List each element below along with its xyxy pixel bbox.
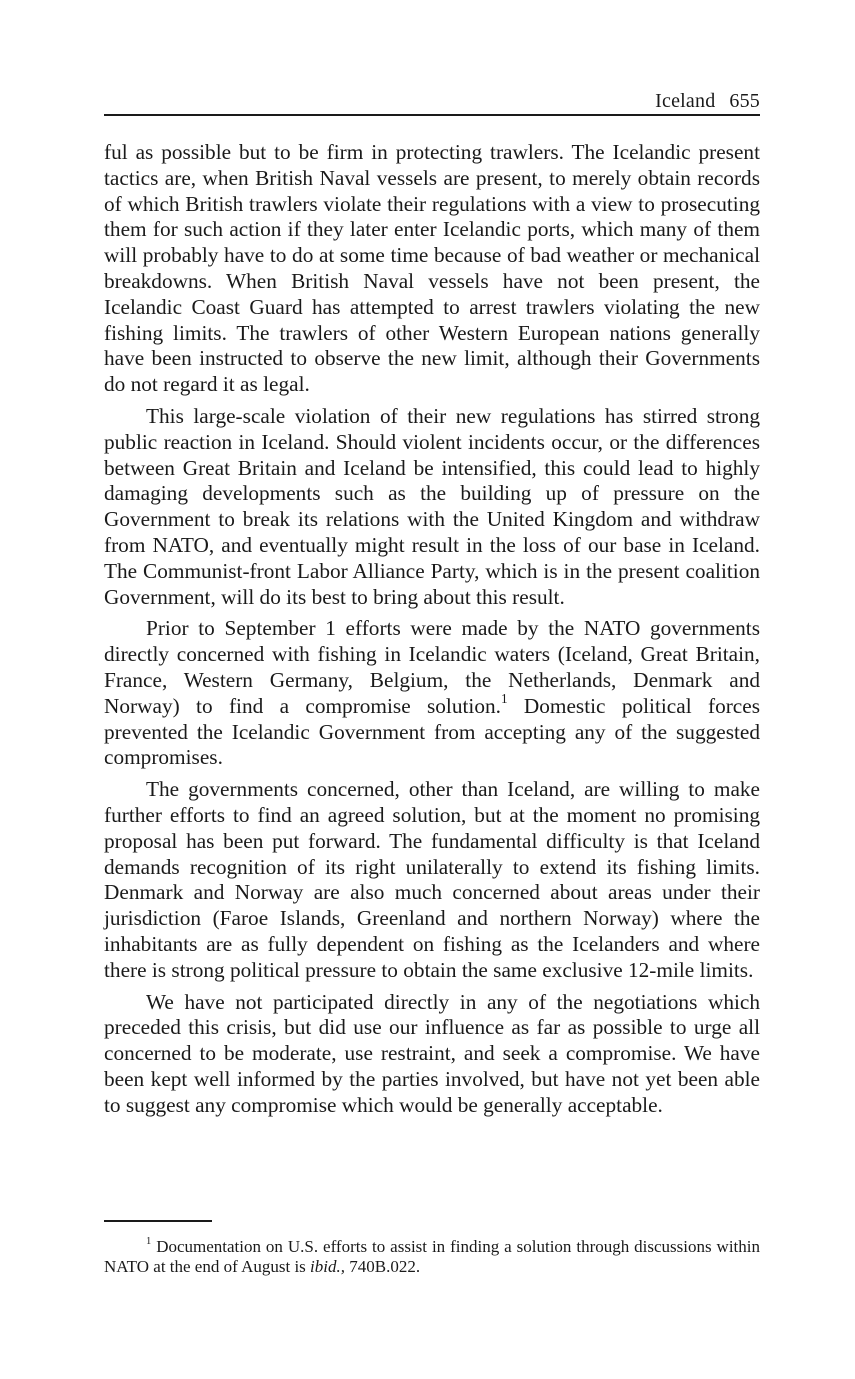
page-number: 655 (729, 90, 760, 112)
footnote (104, 1237, 760, 1277)
footnote-marker: 1 (146, 1236, 152, 1248)
footnote-reference: 1 (500, 691, 508, 707)
paragraph-3-text-a: Prior to September 1 efforts were made by the NATO governments directly concerned with fishing in Icelandic waters (Iceland, Great Britain, France, Western Germany, Belgium, the Netherlands, Denmark and Norway) to find a compromise solution. (104, 616, 760, 718)
running-head-title: Iceland (655, 90, 716, 112)
running-head (104, 88, 760, 114)
paragraph-3-text-b: Domestic political forces prevented the Icelandic Government from accepting any of the suggested compromises. (104, 693, 760, 770)
paragraph-5: We have not participated directly in any of the negotiations which preceded this crisis, but did use our influence as far as possible to urge all concerned to be moderate, use restraint, and seek a compromise. We have been kept well informed by the parties involved, but have not yet been able to suggest any compromise which would be generally acceptable. (104, 989, 760, 1117)
footnote-text-a: Documentation on U.S. efforts to assist in finding a solution through discussions within NATO at the end of August is (104, 1237, 760, 1276)
footnote-text-italic: ibid., (310, 1257, 345, 1276)
body-text (104, 140, 760, 1124)
footnote-text-b: 740B.022. (345, 1257, 421, 1276)
paragraph-1: ful as possible but to be firm in protecting trawlers. The Icelandic present tactics are, when British Naval vessels are present, to merely obtain records of which British trawlers violate their regulations with a view to prosecuting them for such action if they later enter Icelandic ports, which many of them will probably have to do at some time because of bad weather or mechanical breakdowns. When British Naval vessels have not been present, the Icelandic Coast Guard has attempted to arrest trawlers violating the new fishing limits. The trawlers of other Western European nations generally have been instructed to observe the new limit, although their Governments do not regard it as legal. (104, 140, 760, 397)
paragraph-3 (104, 616, 760, 771)
footnote-paragraph (104, 1237, 760, 1277)
paragraph-2: This large-scale violation of their new regulations has stirred strong public reaction in Iceland. Should violent incidents occur, or the differences between Great Britain and Iceland be intensified, this could lead to highly damaging developments such as the building up of pressure on the Government to break its relations with the United Kingdom and withdraw from NATO, and eventually might result in the loss of our base in Iceland. The Communist-front Labor Alliance Party, which is in the present coalition Government, will do its best to bring about this result. (104, 403, 760, 609)
paragraph-4: The governments concerned, other than Iceland, are willing to make further efforts to find an agreed solution, but at the moment no promising proposal has been put forward. The fundamental difficulty is that Iceland demands recognition of its right unilaterally to extend its fishing limits. Denmark and Norway are also much concerned about areas under their jurisdiction (Faroe Islands, Greenland and northern Norway) where the inhabitants are as fully dependent on fishing as the Icelanders and where there is strong political pressure to obtain the same exclusive 12-mile limits. (104, 777, 760, 982)
header-rule (104, 114, 760, 116)
footnote-rule (104, 1220, 212, 1222)
